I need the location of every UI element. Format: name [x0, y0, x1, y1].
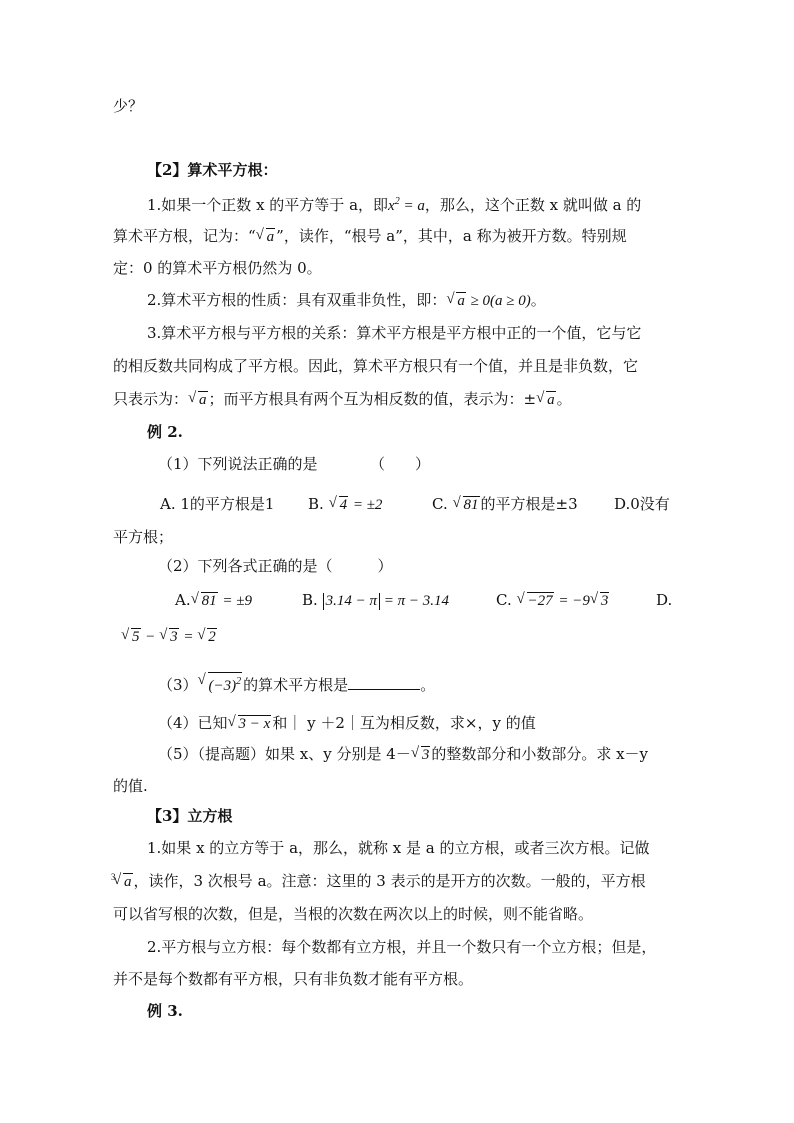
question-2-option-a: A.√ 81 = ±9	[175, 590, 252, 611]
text: 。	[556, 390, 572, 408]
para-1-line-1	[147, 192, 641, 216]
cube-root-a: √ 3 a	[114, 872, 133, 892]
example-2-label: 例 2.	[147, 423, 183, 441]
question-1-option-c: C. √ 81 的平方根是±3	[432, 494, 578, 515]
section-title-cube-root: 【3】立方根	[147, 807, 233, 825]
question-5-continuation: 的值.	[113, 777, 148, 795]
sqrt-neg3-squared: √ $(-3)^2$	[199, 672, 243, 696]
cube-para-1-line-3: 可以省写根的次数，但是，当根的次数在两次以上的时候，则不能省略。	[113, 905, 594, 923]
text: 算术平方根，记为：“	[113, 227, 256, 245]
answer-blank	[348, 675, 420, 690]
question-2-option-c: C. √ −27 = −9√ 3	[496, 590, 610, 611]
question-1-option-b: B. √ 4 = ±2	[308, 494, 382, 515]
sqrt-81: √ 81	[454, 495, 480, 515]
cube-para-1-line-1: 1.如果 x 的立方等于 a，那么，就称 x 是 a 的立方根，或者三次方根。记做	[147, 839, 650, 857]
sqrt-a: √ a	[189, 390, 208, 410]
question-2-option-b: B. 3.14 − π = π − 3.14	[302, 591, 449, 609]
cube-para-1-line-2: √ 3 a ，读作，3 次根号 a。注意：这里的 3 表示的是开方的次数。一般的，平方根	[113, 871, 646, 892]
sqrt-a: √ a	[257, 227, 276, 247]
cube-para-2-line-2: 并不是每个数都有平方根，只有非负数才能有平方根。	[113, 970, 474, 988]
text: 只表示为：	[113, 390, 189, 408]
question-1-option-d: D.0没有	[614, 495, 670, 513]
question-2-option-d-formula: √ 5 − √ 3 = √ 2	[121, 627, 218, 647]
question-3: （3）√ $(-3)^2$ 的算术平方根是 。	[158, 672, 435, 696]
section-title-arithmetic-root: 【2】算术平方根：	[147, 161, 278, 179]
sqrt-4: √ 4	[330, 495, 349, 515]
line-fragment: 少？	[113, 97, 144, 115]
sqrt-3: √ 3	[160, 627, 179, 647]
sqrt-neg27: √ −27	[518, 591, 554, 611]
text: ，那么，这个正数 x 就叫做 a 的	[424, 196, 642, 214]
question-1-continuation: 平方根；	[113, 528, 174, 546]
text: ”，读作，“根号 a”，其中，a 称为被开方数。特别规	[276, 227, 627, 245]
example-3-label: 例 3.	[147, 1002, 183, 1020]
text: ；而平方根具有两个互为相反数的值，表示为：±	[208, 390, 537, 408]
sqrt-a: √ a	[537, 390, 556, 410]
absolute-value: 3.14 − π	[323, 593, 380, 610]
formula-x-squared: $x^2 = a$	[388, 196, 425, 214]
sqrt-2: √ 2	[198, 627, 217, 647]
cube-para-2-line-1: 2.平方根与立方根：每个数都有立方根，并且一个数只有一个立方根；但是，	[147, 938, 657, 956]
text: 。	[530, 291, 546, 309]
sqrt-5: √ 5	[122, 627, 141, 647]
question-2-option-d-label: D.	[656, 591, 673, 609]
sqrt-a: √ a	[447, 291, 466, 311]
question-4: （4）已知√ 3 − x 和｜ y ＋2｜互为相反数，求×，y 的值	[158, 713, 536, 734]
sqrt-3: √ 3	[591, 591, 610, 611]
sqrt-3-minus-x: √ 3 − x	[229, 714, 272, 734]
formula-nonneg: ≥ 0(a ≥ 0)	[466, 293, 531, 309]
para-3-line-2: 的相反数共同构成了平方根。因此，算术平方根只有一个值，并且是非负数，它	[113, 357, 639, 375]
text: 1.如果一个正数 x 的平方等于 a，即	[147, 196, 389, 214]
sqrt-3: √ 3	[412, 745, 431, 765]
para-3-line-1: 3.算术平方根与平方根的关系：算术平方根是平方根中正的一个值，它与它	[147, 324, 642, 342]
question-1-option-a: A. 1的平方根是1	[160, 495, 275, 513]
para-1-line-3: 定：0 的算术平方根仍然为 0。	[113, 259, 322, 277]
para-2	[147, 290, 546, 311]
question-5: （5）（提高题）如果 x、y 分别是 4－√ 3 的整数部分和小数部分。求 x－y	[158, 744, 648, 765]
question-1: （1）下列说法正确的是 （ ）	[158, 455, 431, 473]
question-2: （2）下列各式正确的是（ ）	[158, 557, 393, 575]
text: 2.算术平方根的性质：具有双重非负性，即：	[147, 291, 447, 309]
para-3-line-3	[113, 389, 572, 410]
sqrt-81: √ 81	[192, 591, 218, 611]
para-1-line-2	[113, 226, 627, 247]
